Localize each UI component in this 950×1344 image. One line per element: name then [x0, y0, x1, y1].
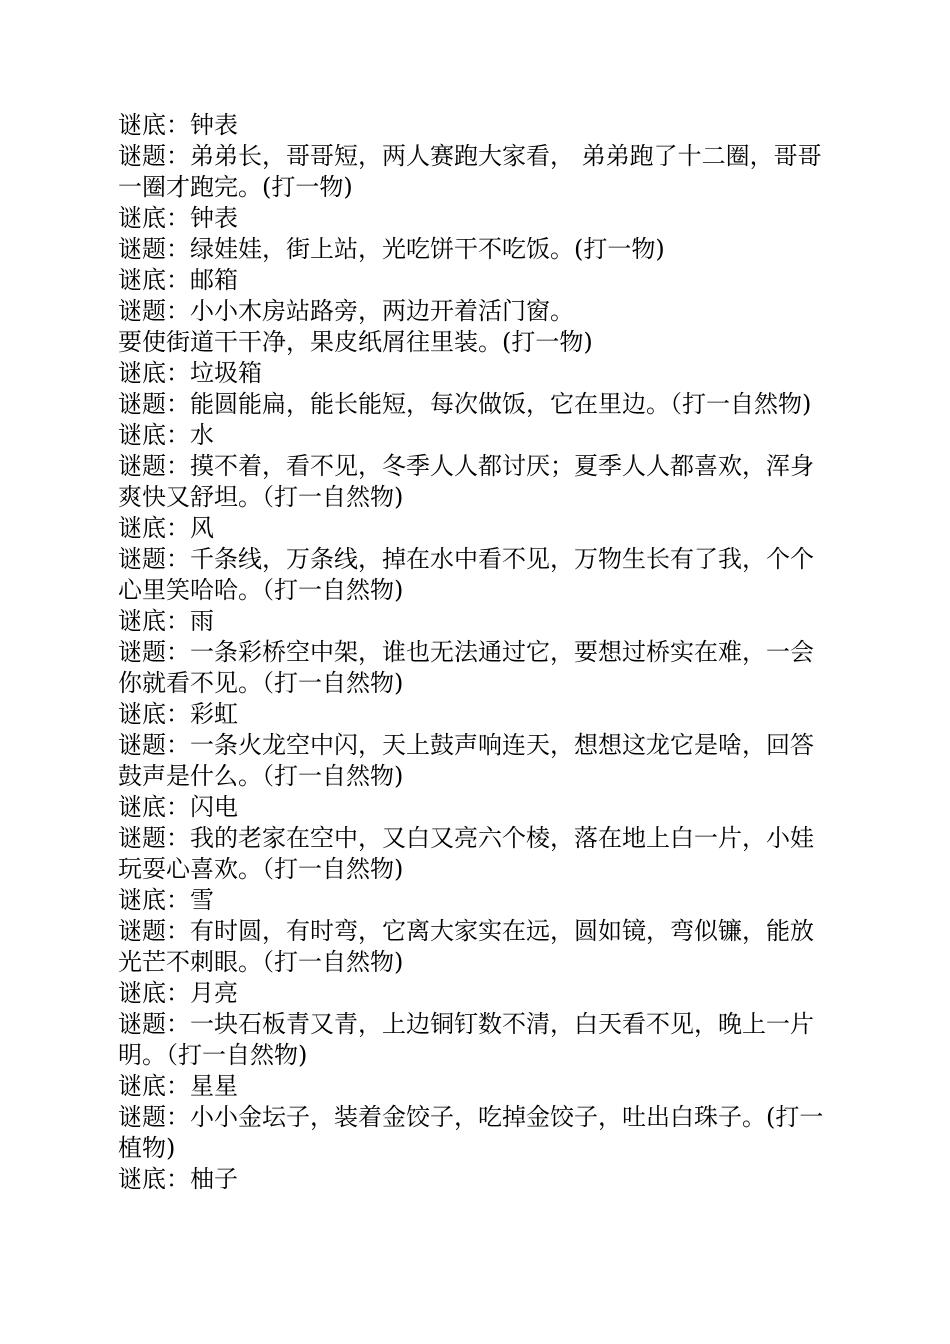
- text-line: 植物): [118, 1134, 176, 1162]
- text-line: 谜题：一条彩桥空中架，谁也无法通过它，要想过桥实在难，一会: [118, 638, 814, 666]
- text-line: 谜底：星星: [118, 1072, 238, 1100]
- text-line: 鼓声是什么。（打一自然物): [118, 762, 404, 790]
- text-line: 谜题：弟弟长，哥哥短，两人赛跑大家看， 弟弟跑了十二圈，哥哥: [118, 142, 822, 170]
- text-line: 谜底：彩虹: [118, 700, 238, 728]
- text-line: 谜题：千条线，万条线，掉在水中看不见，万物生长有了我，个个: [118, 545, 814, 573]
- text-line: 谜底：钟表: [118, 204, 238, 232]
- text-line: 谜题：一条火龙空中闪，天上鼓声响连天，想想这龙它是啥，回答: [118, 731, 814, 759]
- text-line: 谜题：绿娃娃，街上站，光吃饼干不吃饭。(打一物): [118, 235, 665, 263]
- text-line: 玩耍心喜欢。（打一自然物): [118, 855, 404, 883]
- text-line: 谜底：邮箱: [118, 266, 238, 294]
- text-line: 谜题：有时圆，有时弯，它离大家实在远，圆如镜，弯似镰，能放: [118, 917, 814, 945]
- text-line: 谜题：摸不着，看不见，冬季人人都讨厌；夏季人人都喜欢，浑身: [118, 452, 814, 480]
- text-line: 爽快又舒坦。（打一自然物): [118, 483, 404, 511]
- text-line: 谜底：垃圾箱: [118, 359, 262, 387]
- text-line: 谜底：钟表: [118, 111, 238, 139]
- text-line: 谜底：雪: [118, 886, 214, 914]
- text-line: 光芒不刺眼。（打一自然物): [118, 948, 404, 976]
- text-line: 谜题：小小金坛子，装着金饺子，吃掉金饺子，吐出白珠子。(打一: [118, 1103, 824, 1131]
- text-line: 心里笑哈哈。（打一自然物): [118, 576, 404, 604]
- text-line: 谜底：闪电: [118, 793, 238, 821]
- riddle-text-body: [118, 110, 828, 1195]
- text-line: 谜底：柚子: [118, 1165, 238, 1193]
- text-line: 谜底：风: [118, 514, 214, 542]
- text-line: 谜底：月亮: [118, 979, 238, 1007]
- text-line: 谜题：一块石板青又青，上边铜钉数不清，白天看不见，晚上一片: [118, 1010, 814, 1038]
- text-line: 谜底：水: [118, 421, 214, 449]
- text-line: 谜题：小小木房站路旁，两边开着活门窗。: [118, 297, 574, 325]
- text-line: 谜底：雨: [118, 607, 214, 635]
- text-line: 要使街道干干净，果皮纸屑往里装。(打一物): [118, 328, 593, 356]
- text-line: 你就看不见。（打一自然物): [118, 669, 404, 697]
- text-line: 明。（打一自然物): [118, 1041, 308, 1069]
- text-line: 一圈才跑完。(打一物): [118, 173, 353, 201]
- text-line: 谜题：我的老家在空中，又白又亮六个棱，落在地上白一片，小娃: [118, 824, 814, 852]
- text-line: 谜题：能圆能扁，能长能短，每次做饭，它在里边。（打一自然物): [118, 390, 812, 418]
